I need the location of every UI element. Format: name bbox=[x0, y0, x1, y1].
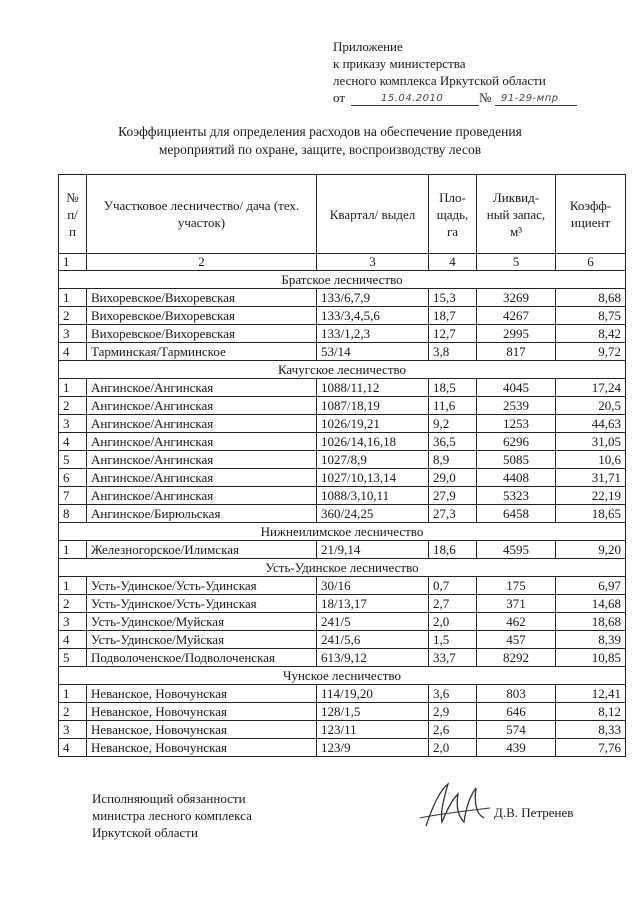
cell-volume: 4595 bbox=[477, 541, 556, 559]
cell-block: 114/19,20 bbox=[317, 685, 429, 703]
cell-coef: 20,5 bbox=[556, 397, 626, 415]
cell-coef: 31,71 bbox=[556, 469, 626, 487]
section-row bbox=[59, 271, 626, 289]
table-row bbox=[59, 469, 626, 487]
cell-coef: 8,39 bbox=[556, 631, 626, 649]
cell-coef: 12,41 bbox=[556, 685, 626, 703]
header-block: Квартал/ выдел bbox=[317, 175, 429, 254]
cell-num: 1 bbox=[59, 379, 87, 397]
cell-volume: 2995 bbox=[477, 325, 556, 343]
cell-coef: 7,76 bbox=[556, 739, 626, 757]
column-number-cell: 6 bbox=[556, 254, 626, 271]
cell-area: 9,2 bbox=[429, 415, 477, 433]
table-row bbox=[59, 721, 626, 739]
table-row bbox=[59, 451, 626, 469]
cell-block: 128/1,5 bbox=[317, 703, 429, 721]
cell-volume: 462 bbox=[477, 613, 556, 631]
cell-volume: 646 bbox=[477, 703, 556, 721]
table-row bbox=[59, 703, 626, 721]
cell-district: Ангинское/Ангинская bbox=[87, 487, 317, 505]
cell-area: 27,9 bbox=[429, 487, 477, 505]
section-title: Усть-Удинское лесничество bbox=[59, 559, 626, 577]
header-volume: Ликвид- ный запас, м³ bbox=[477, 175, 556, 254]
cell-coef: 14,68 bbox=[556, 595, 626, 613]
cell-block: 1026/14,16,18 bbox=[317, 433, 429, 451]
table-row bbox=[59, 505, 626, 523]
cell-num: 1 bbox=[59, 541, 87, 559]
cell-district: Ангинское/Ангинская bbox=[87, 379, 317, 397]
section-row bbox=[59, 523, 626, 541]
cell-coef: 8,68 bbox=[556, 289, 626, 307]
cell-area: 2,0 bbox=[429, 739, 477, 757]
table-row bbox=[59, 541, 626, 559]
cell-area: 29,0 bbox=[429, 469, 477, 487]
cell-area: 2,7 bbox=[429, 595, 477, 613]
cell-district: Вихоревское/Вихоревская bbox=[87, 325, 317, 343]
cell-area: 2,0 bbox=[429, 613, 477, 631]
cell-block: 53/14 bbox=[317, 343, 429, 361]
cell-area: 15,3 bbox=[429, 289, 477, 307]
table-row bbox=[59, 307, 626, 325]
column-number-cell: 5 bbox=[477, 254, 556, 271]
cell-num: 3 bbox=[59, 325, 87, 343]
section-row bbox=[59, 559, 626, 577]
cell-volume: 803 bbox=[477, 685, 556, 703]
column-number-cell: 1 bbox=[59, 254, 87, 271]
cell-num: 2 bbox=[59, 703, 87, 721]
cell-area: 2,9 bbox=[429, 703, 477, 721]
table-row bbox=[59, 343, 626, 361]
header-coef: Коэфф- ициент bbox=[556, 175, 626, 254]
cell-district: Неванское, Новочунская bbox=[87, 739, 317, 757]
cell-district: Усть-Удинское/Муйская bbox=[87, 613, 317, 631]
cell-block: 133/6,7,9 bbox=[317, 289, 429, 307]
signer-block bbox=[92, 790, 252, 841]
table-row bbox=[59, 433, 626, 451]
cell-district: Ангинское/Бирюльская bbox=[87, 505, 317, 523]
cell-district: Ангинское/Ангинская bbox=[87, 415, 317, 433]
coefficients-table bbox=[58, 174, 626, 757]
table-body bbox=[59, 254, 626, 757]
cell-district: Усть-Удинское/Муйская bbox=[87, 631, 317, 649]
section-row bbox=[59, 361, 626, 379]
cell-num: 2 bbox=[59, 397, 87, 415]
cell-area: 18,5 bbox=[429, 379, 477, 397]
cell-block: 613/9,12 bbox=[317, 649, 429, 667]
cell-coef: 8,42 bbox=[556, 325, 626, 343]
cell-district: Усть-Удинское/Усть-Удинская bbox=[87, 577, 317, 595]
table-row bbox=[59, 595, 626, 613]
cell-block: 241/5,6 bbox=[317, 631, 429, 649]
cell-num: 3 bbox=[59, 415, 87, 433]
cell-area: 36,5 bbox=[429, 433, 477, 451]
cell-num: 2 bbox=[59, 595, 87, 613]
table-row bbox=[59, 289, 626, 307]
table-row bbox=[59, 577, 626, 595]
cell-num: 2 bbox=[59, 307, 87, 325]
cell-num: 4 bbox=[59, 631, 87, 649]
cell-volume: 5323 bbox=[477, 487, 556, 505]
cell-area: 0,7 bbox=[429, 577, 477, 595]
table-row bbox=[59, 487, 626, 505]
cell-area: 2,6 bbox=[429, 721, 477, 739]
section-title: Братское лесничество bbox=[59, 271, 626, 289]
header-area: Пло- щадь, га bbox=[429, 175, 477, 254]
cell-num: 1 bbox=[59, 685, 87, 703]
cell-coef: 9,72 bbox=[556, 343, 626, 361]
appendix-order-ref: к приказу министерства bbox=[333, 56, 466, 71]
cell-district: Неванское, Новочунская bbox=[87, 703, 317, 721]
table-row bbox=[59, 613, 626, 631]
section-row bbox=[59, 667, 626, 685]
cell-district: Железногорское/Илимская bbox=[87, 541, 317, 559]
table-header-row bbox=[59, 175, 626, 254]
order-number: 91-29-мпр bbox=[501, 93, 559, 104]
cell-coef: 8,33 bbox=[556, 721, 626, 739]
cell-area: 3,6 bbox=[429, 685, 477, 703]
section-title: Чунское лесничество bbox=[59, 667, 626, 685]
document-title bbox=[60, 123, 580, 159]
cell-volume: 457 bbox=[477, 631, 556, 649]
section-title: Качугское лесничество bbox=[59, 361, 626, 379]
table-row bbox=[59, 739, 626, 757]
cell-area: 3,8 bbox=[429, 343, 477, 361]
cell-district: Неванское, Новочунская bbox=[87, 685, 317, 703]
cell-coef: 22,19 bbox=[556, 487, 626, 505]
signer-position-line-2: министра лесного комплекса bbox=[92, 808, 252, 823]
cell-volume: 1253 bbox=[477, 415, 556, 433]
cell-num: 1 bbox=[59, 289, 87, 307]
signer-name: Д.В. Петренев bbox=[494, 805, 574, 820]
cell-volume: 4408 bbox=[477, 469, 556, 487]
cell-district: Ангинское/Ангинская bbox=[87, 397, 317, 415]
cell-volume: 439 bbox=[477, 739, 556, 757]
cell-area: 8,9 bbox=[429, 451, 477, 469]
signer-position-line-1: Исполняющий обязанности bbox=[92, 791, 246, 806]
cell-coef: 18,68 bbox=[556, 613, 626, 631]
cell-num: 3 bbox=[59, 721, 87, 739]
cell-volume: 2539 bbox=[477, 397, 556, 415]
cell-volume: 4267 bbox=[477, 307, 556, 325]
column-number-cell: 3 bbox=[317, 254, 429, 271]
cell-num: 3 bbox=[59, 613, 87, 631]
cell-volume: 175 bbox=[477, 577, 556, 595]
cell-num: 1 bbox=[59, 577, 87, 595]
column-number-cell: 4 bbox=[429, 254, 477, 271]
cell-coef: 10,85 bbox=[556, 649, 626, 667]
appendix-header bbox=[333, 38, 559, 107]
title-line-1: Коэффициенты для определения расходов на обеспечение проведения bbox=[118, 124, 522, 139]
cell-area: 27,3 bbox=[429, 505, 477, 523]
cell-block: 123/11 bbox=[317, 721, 429, 739]
cell-district: Подволоченское/Подволоченская bbox=[87, 649, 317, 667]
cell-num: 4 bbox=[59, 739, 87, 757]
cell-district: Неванское, Новочунская bbox=[87, 721, 317, 739]
cell-district: Вихоревское/Вихоревская bbox=[87, 307, 317, 325]
title-line-2: мероприятий по охране, защите, воспроизводству лесов bbox=[158, 142, 482, 157]
cell-coef: 31,05 bbox=[556, 433, 626, 451]
cell-block: 241/5 bbox=[317, 613, 429, 631]
cell-coef: 6,97 bbox=[556, 577, 626, 595]
cell-num: 7 bbox=[59, 487, 87, 505]
cell-coef: 10,6 bbox=[556, 451, 626, 469]
cell-area: 18,7 bbox=[429, 307, 477, 325]
cell-coef: 8,75 bbox=[556, 307, 626, 325]
cell-volume: 817 bbox=[477, 343, 556, 361]
from-label: от bbox=[333, 90, 346, 105]
cell-block: 133/1,2,3 bbox=[317, 325, 429, 343]
cell-volume: 5085 bbox=[477, 451, 556, 469]
cell-area: 11,6 bbox=[429, 397, 477, 415]
cell-num: 4 bbox=[59, 343, 87, 361]
cell-district: Усть-Удинское/Усть-Удинская bbox=[87, 595, 317, 613]
header-num: № п/ п bbox=[59, 175, 87, 254]
cell-volume: 4045 bbox=[477, 379, 556, 397]
order-number-field bbox=[495, 89, 577, 106]
header-district: Участковое лесничество/ дача (тех. участок) bbox=[87, 175, 317, 254]
cell-block: 1088/3,10,11 bbox=[317, 487, 429, 505]
order-date-number-line bbox=[333, 89, 559, 107]
cell-num: 6 bbox=[59, 469, 87, 487]
cell-block: 123/9 bbox=[317, 739, 429, 757]
order-date: 15.04.2010 bbox=[381, 93, 444, 104]
cell-volume: 8292 bbox=[477, 649, 556, 667]
signer-position-line-3: Иркутской области bbox=[92, 825, 198, 840]
cell-num: 8 bbox=[59, 505, 87, 523]
appendix-title: Приложение bbox=[333, 39, 403, 54]
cell-area: 18,6 bbox=[429, 541, 477, 559]
table-row bbox=[59, 649, 626, 667]
cell-district: Ангинское/Ангинская bbox=[87, 451, 317, 469]
cell-volume: 6296 bbox=[477, 433, 556, 451]
cell-volume: 371 bbox=[477, 595, 556, 613]
cell-coef: 9,20 bbox=[556, 541, 626, 559]
cell-block: 21/9,14 bbox=[317, 541, 429, 559]
cell-num: 5 bbox=[59, 649, 87, 667]
cell-block: 1026/19,21 bbox=[317, 415, 429, 433]
cell-district: Вихоревское/Вихоревская bbox=[87, 289, 317, 307]
cell-district: Ангинское/Ангинская bbox=[87, 469, 317, 487]
table-row bbox=[59, 631, 626, 649]
cell-block: 1087/18,19 bbox=[317, 397, 429, 415]
cell-block: 18/13,17 bbox=[317, 595, 429, 613]
cell-coef: 17,24 bbox=[556, 379, 626, 397]
table-row bbox=[59, 379, 626, 397]
cell-coef: 44,63 bbox=[556, 415, 626, 433]
cell-area: 33,7 bbox=[429, 649, 477, 667]
cell-area: 1,5 bbox=[429, 631, 477, 649]
table-row bbox=[59, 415, 626, 433]
cell-district: Ангинское/Ангинская bbox=[87, 433, 317, 451]
cell-block: 133/3,4,5,6 bbox=[317, 307, 429, 325]
column-number-cell: 2 bbox=[87, 254, 317, 271]
column-number-row bbox=[59, 254, 626, 271]
cell-num: 5 bbox=[59, 451, 87, 469]
cell-block: 30/16 bbox=[317, 577, 429, 595]
cell-block: 1027/10,13,14 bbox=[317, 469, 429, 487]
number-label: № bbox=[479, 90, 492, 105]
order-date-field bbox=[351, 89, 479, 106]
cell-volume: 3269 bbox=[477, 289, 556, 307]
cell-volume: 6458 bbox=[477, 505, 556, 523]
appendix-ministry: лесного комплекса Иркутской области bbox=[333, 73, 546, 88]
table-row bbox=[59, 685, 626, 703]
table-row bbox=[59, 397, 626, 415]
cell-district: Тарминская/Тарминское bbox=[87, 343, 317, 361]
cell-coef: 8,12 bbox=[556, 703, 626, 721]
cell-coef: 18,65 bbox=[556, 505, 626, 523]
table-row bbox=[59, 325, 626, 343]
cell-block: 1088/11,12 bbox=[317, 379, 429, 397]
handwritten-signature bbox=[418, 778, 498, 839]
cell-volume: 574 bbox=[477, 721, 556, 739]
cell-block: 1027/8,9 bbox=[317, 451, 429, 469]
section-title: Нижнеилимское лесничество bbox=[59, 523, 626, 541]
cell-block: 360/24,25 bbox=[317, 505, 429, 523]
cell-num: 4 bbox=[59, 433, 87, 451]
cell-area: 12,7 bbox=[429, 325, 477, 343]
